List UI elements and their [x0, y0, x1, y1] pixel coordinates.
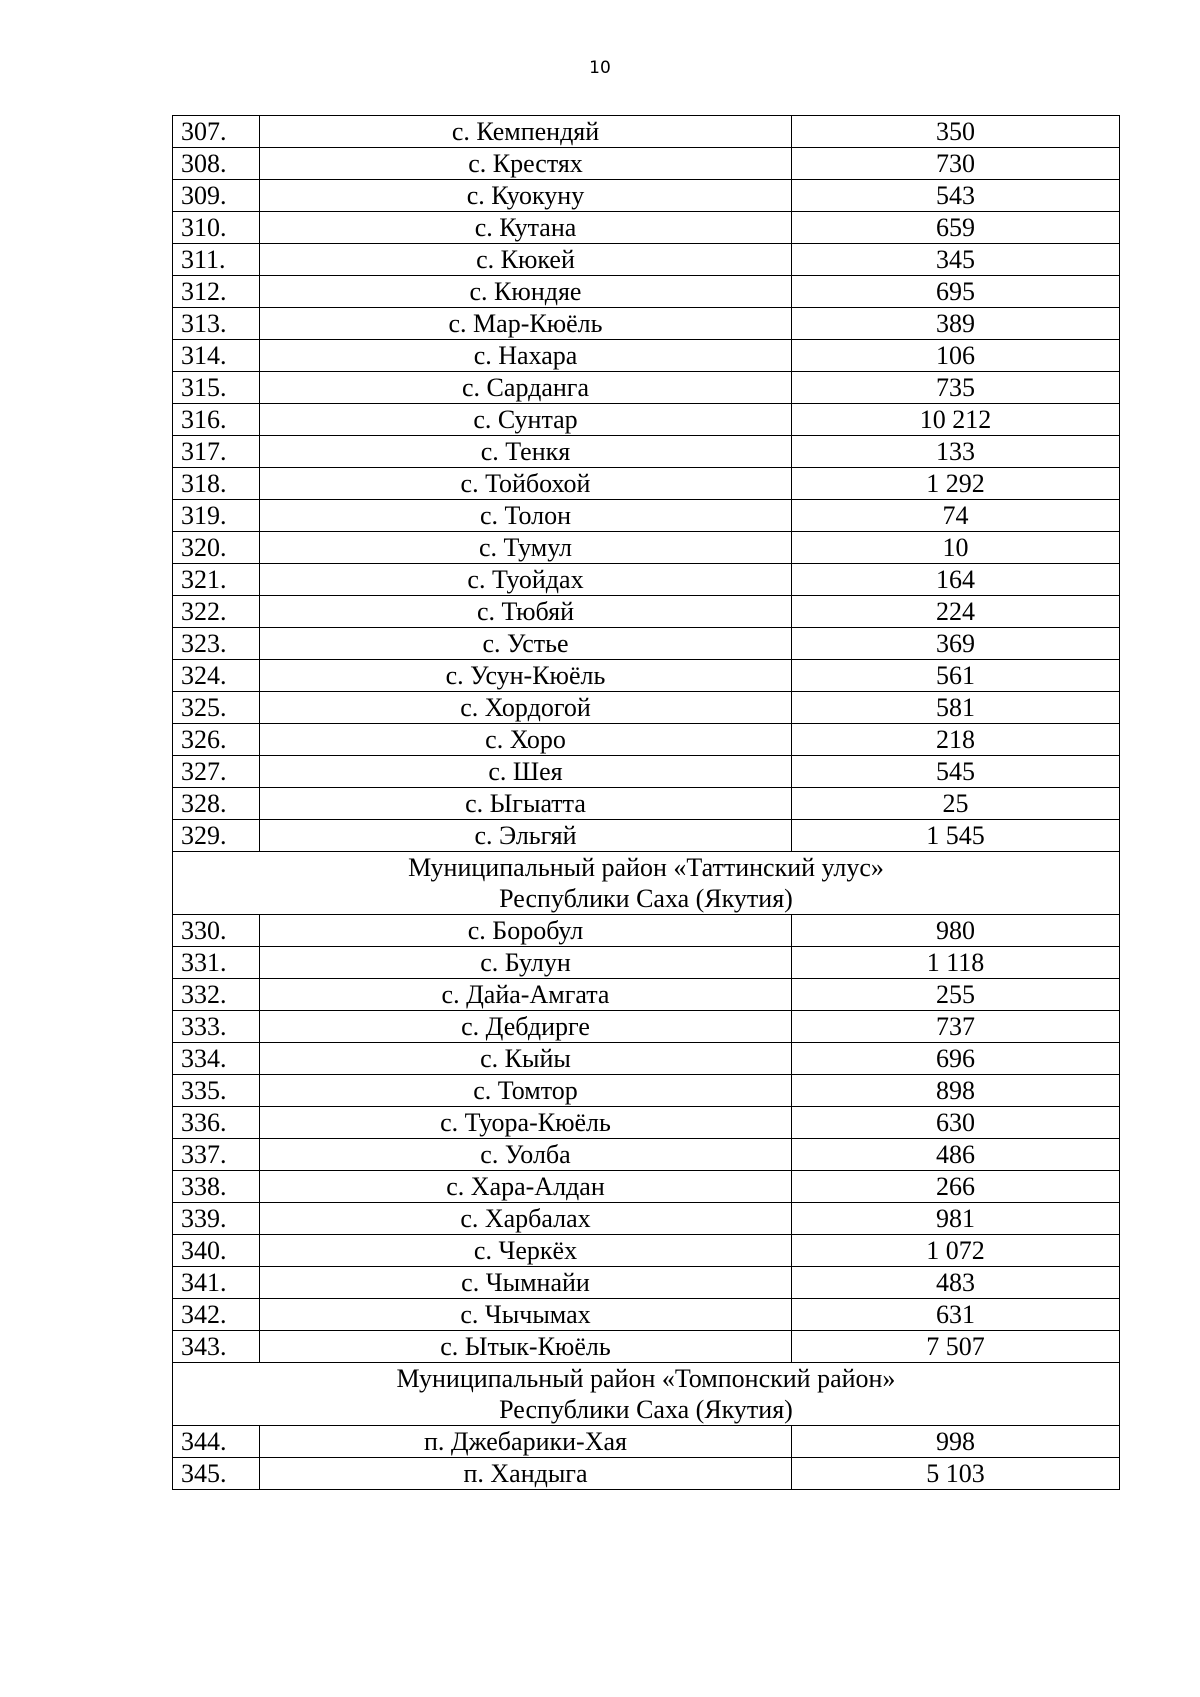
population-value: 737 — [792, 1011, 1120, 1043]
population-value: 255 — [792, 979, 1120, 1011]
row-number: 315. — [173, 372, 260, 404]
settlement-name: с. Сарданга — [260, 372, 792, 404]
row-number: 312. — [173, 276, 260, 308]
settlement-name: с. Ыгыатта — [260, 788, 792, 820]
settlement-name: с. Томтор — [260, 1075, 792, 1107]
population-value: 389 — [792, 308, 1120, 340]
table-row — [173, 724, 1120, 756]
table-row — [173, 1043, 1120, 1075]
population-value: 1 292 — [792, 468, 1120, 500]
row-number: 308. — [173, 148, 260, 180]
table-row — [173, 468, 1120, 500]
settlement-name: с. Дебдирге — [260, 1011, 792, 1043]
table-row — [173, 1267, 1120, 1299]
row-number: 344. — [173, 1426, 260, 1458]
row-number: 319. — [173, 500, 260, 532]
settlement-name: с. Чымнайи — [260, 1267, 792, 1299]
section-heading-line1: Муниципальный район «Томпонский район» — [396, 1364, 896, 1393]
settlements-table — [172, 115, 1120, 1490]
table-row — [173, 244, 1120, 276]
table-row — [173, 116, 1120, 148]
population-value: 630 — [792, 1107, 1120, 1139]
row-number: 339. — [173, 1203, 260, 1235]
section-header-row — [173, 852, 1120, 915]
settlement-name: с. Нахара — [260, 340, 792, 372]
population-value: 266 — [792, 1171, 1120, 1203]
settlement-name: с. Туора-Кюёль — [260, 1107, 792, 1139]
population-value: 631 — [792, 1299, 1120, 1331]
population-value: 1 072 — [792, 1235, 1120, 1267]
settlement-name: с. Тюбяй — [260, 596, 792, 628]
population-value: 980 — [792, 915, 1120, 947]
settlement-name: с. Уолба — [260, 1139, 792, 1171]
settlement-name: с. Толон — [260, 500, 792, 532]
row-number: 335. — [173, 1075, 260, 1107]
population-value: 10 — [792, 532, 1120, 564]
table-row — [173, 596, 1120, 628]
settlement-name: с. Чычымах — [260, 1299, 792, 1331]
population-value: 695 — [792, 276, 1120, 308]
table-row — [173, 308, 1120, 340]
table-row — [173, 915, 1120, 947]
settlement-name: с. Кюкей — [260, 244, 792, 276]
settlement-name: с. Шея — [260, 756, 792, 788]
population-value: 545 — [792, 756, 1120, 788]
table-row — [173, 947, 1120, 979]
population-value: 696 — [792, 1043, 1120, 1075]
row-number: 317. — [173, 436, 260, 468]
row-number: 323. — [173, 628, 260, 660]
table-row — [173, 628, 1120, 660]
row-number: 330. — [173, 915, 260, 947]
settlement-name: с. Куокуну — [260, 180, 792, 212]
population-value: 730 — [792, 148, 1120, 180]
row-number: 314. — [173, 340, 260, 372]
table-row — [173, 532, 1120, 564]
table-row — [173, 1139, 1120, 1171]
row-number: 332. — [173, 979, 260, 1011]
row-number: 336. — [173, 1107, 260, 1139]
settlement-name: с. Устье — [260, 628, 792, 660]
settlement-name: с. Хордогой — [260, 692, 792, 724]
settlement-name: с. Кутана — [260, 212, 792, 244]
population-value: 486 — [792, 1139, 1120, 1171]
settlement-name: с. Эльгяй — [260, 820, 792, 852]
population-value: 164 — [792, 564, 1120, 596]
table-row — [173, 500, 1120, 532]
table-row — [173, 1107, 1120, 1139]
row-number: 342. — [173, 1299, 260, 1331]
table-row — [173, 564, 1120, 596]
table-row — [173, 212, 1120, 244]
section-heading — [173, 1363, 1120, 1426]
row-number: 337. — [173, 1139, 260, 1171]
table-row — [173, 372, 1120, 404]
row-number: 313. — [173, 308, 260, 340]
table-row — [173, 1426, 1120, 1458]
population-value: 735 — [792, 372, 1120, 404]
population-value: 543 — [792, 180, 1120, 212]
settlement-name: с. Хара-Алдан — [260, 1171, 792, 1203]
settlement-name: с. Тумул — [260, 532, 792, 564]
row-number: 343. — [173, 1331, 260, 1363]
settlement-name: с. Ытык-Кюёль — [260, 1331, 792, 1363]
row-number: 340. — [173, 1235, 260, 1267]
table-row — [173, 1171, 1120, 1203]
row-number: 333. — [173, 1011, 260, 1043]
population-value: 998 — [792, 1426, 1120, 1458]
row-number: 325. — [173, 692, 260, 724]
population-value: 483 — [792, 1267, 1120, 1299]
table-row — [173, 692, 1120, 724]
row-number: 307. — [173, 116, 260, 148]
settlement-name: с. Кемпендяй — [260, 116, 792, 148]
row-number: 331. — [173, 947, 260, 979]
row-number: 329. — [173, 820, 260, 852]
table-row — [173, 340, 1120, 372]
table-row — [173, 660, 1120, 692]
settlement-name: с. Кыйы — [260, 1043, 792, 1075]
row-number: 309. — [173, 180, 260, 212]
settlement-name: с. Дайа-Амгата — [260, 979, 792, 1011]
population-value: 561 — [792, 660, 1120, 692]
row-number: 345. — [173, 1458, 260, 1490]
settlements-table-body — [173, 116, 1120, 1490]
settlement-name: с. Крестях — [260, 148, 792, 180]
table-row — [173, 180, 1120, 212]
population-value: 106 — [792, 340, 1120, 372]
table-row — [173, 820, 1120, 852]
row-number: 310. — [173, 212, 260, 244]
table-row — [173, 788, 1120, 820]
table-row — [173, 404, 1120, 436]
table-row — [173, 756, 1120, 788]
row-number: 320. — [173, 532, 260, 564]
row-number: 328. — [173, 788, 260, 820]
row-number: 338. — [173, 1171, 260, 1203]
row-number: 321. — [173, 564, 260, 596]
population-value: 659 — [792, 212, 1120, 244]
table-row — [173, 1458, 1120, 1490]
table-row — [173, 979, 1120, 1011]
table-row — [173, 276, 1120, 308]
population-value: 74 — [792, 500, 1120, 532]
table-row — [173, 148, 1120, 180]
settlement-name: с. Тойбохой — [260, 468, 792, 500]
population-value: 898 — [792, 1075, 1120, 1107]
population-value: 1 545 — [792, 820, 1120, 852]
table-row — [173, 1011, 1120, 1043]
row-number: 327. — [173, 756, 260, 788]
section-heading — [173, 852, 1120, 915]
population-value: 350 — [792, 116, 1120, 148]
table-row — [173, 1299, 1120, 1331]
row-number: 316. — [173, 404, 260, 436]
section-heading-line2: Республики Саха (Якутия) — [499, 1395, 793, 1424]
settlement-name: с. Кюндяе — [260, 276, 792, 308]
settlement-name: с. Хоро — [260, 724, 792, 756]
table-row — [173, 1331, 1120, 1363]
population-value: 581 — [792, 692, 1120, 724]
population-value: 1 118 — [792, 947, 1120, 979]
settlement-name: с. Сунтар — [260, 404, 792, 436]
population-value: 25 — [792, 788, 1120, 820]
population-value: 5 103 — [792, 1458, 1120, 1490]
settlement-name: с. Усун-Кюёль — [260, 660, 792, 692]
settlement-name: п. Хандыга — [260, 1458, 792, 1490]
population-value: 369 — [792, 628, 1120, 660]
row-number: 318. — [173, 468, 260, 500]
section-header-row — [173, 1363, 1120, 1426]
row-number: 326. — [173, 724, 260, 756]
section-heading-line2: Республики Саха (Якутия) — [499, 884, 793, 913]
table-row — [173, 436, 1120, 468]
settlement-name: с. Туойдах — [260, 564, 792, 596]
row-number: 334. — [173, 1043, 260, 1075]
settlement-name: с. Тенкя — [260, 436, 792, 468]
row-number: 324. — [173, 660, 260, 692]
population-value: 981 — [792, 1203, 1120, 1235]
page-number: 10 — [589, 58, 611, 78]
row-number: 311. — [173, 244, 260, 276]
table-row — [173, 1203, 1120, 1235]
population-value: 10 212 — [792, 404, 1120, 436]
settlement-name: с. Харбалах — [260, 1203, 792, 1235]
settlement-name: с. Мар-Кюёль — [260, 308, 792, 340]
row-number: 322. — [173, 596, 260, 628]
settlement-name: с. Черкёх — [260, 1235, 792, 1267]
section-heading-line1: Муниципальный район «Таттинский улус» — [408, 853, 884, 882]
population-value: 224 — [792, 596, 1120, 628]
population-value: 218 — [792, 724, 1120, 756]
settlement-name: п. Джебарики-Хая — [260, 1426, 792, 1458]
settlement-name: с. Боробул — [260, 915, 792, 947]
row-number: 341. — [173, 1267, 260, 1299]
population-value: 7 507 — [792, 1331, 1120, 1363]
settlement-name: с. Булун — [260, 947, 792, 979]
table-row — [173, 1075, 1120, 1107]
population-value: 345 — [792, 244, 1120, 276]
population-value: 133 — [792, 436, 1120, 468]
table-row — [173, 1235, 1120, 1267]
